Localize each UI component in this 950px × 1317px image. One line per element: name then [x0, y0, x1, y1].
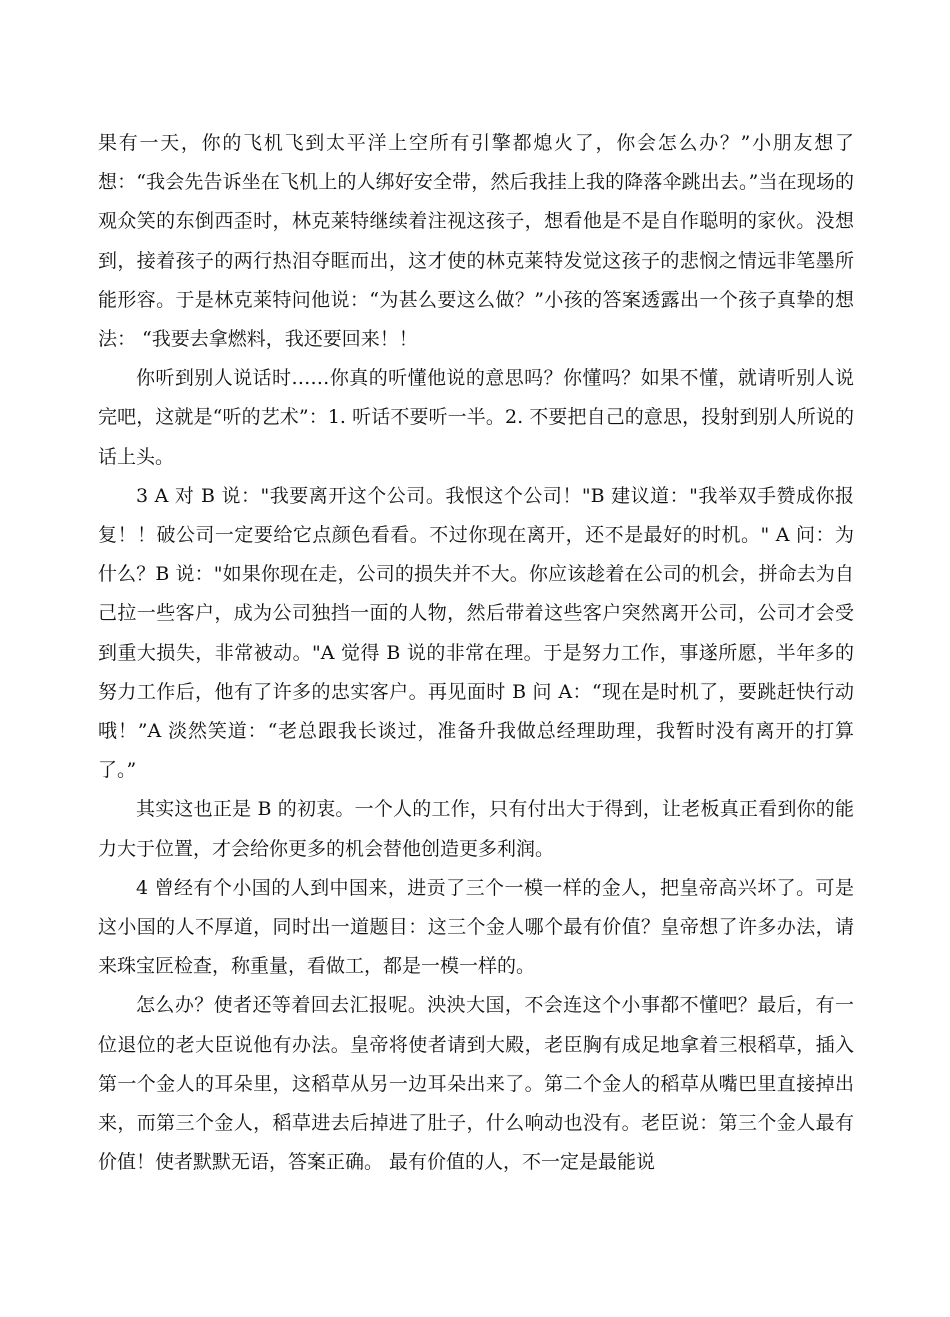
paragraph-2: 你听到别人说话时……你真的听懂他说的意思吗？你懂吗？如果不懂，就请听别人说完吧，这就是“听的艺术”：1. 听话不要听一半。2. 不要把自己的意思，投射到别人所说的话上头。 [98, 367, 854, 468]
paragraph-3: 3 A 对 B 说："我要离开这个公司。我恨这个公司！"B 建议道："我举双手赞成你报复！！破公司一定要给它点颜色看看。不过你现在离开，还不是最好的时机。" A 问：为什么？B 说："如果你现在走，公司的损失并不大。你应该趁着在公司的机会，拼命去为自己拉一些客户，成为公司独挡一面的人物，然后带着这些客户突然离开公司，公司才会受到重大损失，非常被动。"A 觉得 B 说的非常在理。于是努力工作，事遂所愿，半年多的努力工作后，他有了许多的忠实客户。再见面时 B 问 A：“现在是时机了，要跳赶快行动哦！”A 淡然笑道：“老总跟我长谈过，准备升我做总经理助理，我暂时没有离开的打算了。” [98, 484, 854, 782]
paragraph-1: 果有一天，你的飞机飞到太平洋上空所有引擎都熄火了，你会怎么办？”小朋友想了想：“我会先告诉坐在飞机上的人绑好安全带，然后我挂上我的降落伞跳出去。”当在现场的观众笑的东倒西歪时，林克莱特继续着注视这孩子，想看他是不是自作聪明的家伙。没想到，接着孩子的两行热泪夺眶而出，这才使的林克莱特发觉这孩子的悲悯之情远非笔墨所能形容。于是林克莱特问他说：“为甚么要这么做？”小孩的答案透露出一个孩子真挚的想法： “我要去拿燃料，我还要回来！！ [98, 132, 854, 351]
paragraph-5: 4 曾经有个小国的人到中国来，进贡了三个一模一样的金人，把皇帝高兴坏了。可是这小国的人不厚道，同时出一道题目：这三个金人哪个最有价值？皇帝想了许多办法，请来珠宝匠检查，称重量，看做工，都是一模一样的。 [98, 876, 854, 978]
paragraph-4: 其实这也正是 B 的初衷。一个人的工作，只有付出大于得到，让老板真正看到你的能力大于位置，才会给你更多的机会替他创造更多利润。 [98, 798, 854, 860]
document-page [98, 124, 854, 1182]
paragraph-6: 怎么办？使者还等着回去汇报呢。泱泱大国，不会连这个小事都不懂吧？最后，有一位退位的老大臣说他有办法。皇帝将使者请到大殿，老臣胸有成足地拿着三根稻草，插入第一个金人的耳朵里，这稻草从另一边耳朵出来了。第二个金人的稻草从嘴巴里直接掉出来，而第三个金人，稻草进去后掉进了肚子，什么响动也没有。老臣说：第三个金人最有价值！使者默默无语，答案正确。 最有价值的人，不一定是最能说 [98, 994, 854, 1174]
